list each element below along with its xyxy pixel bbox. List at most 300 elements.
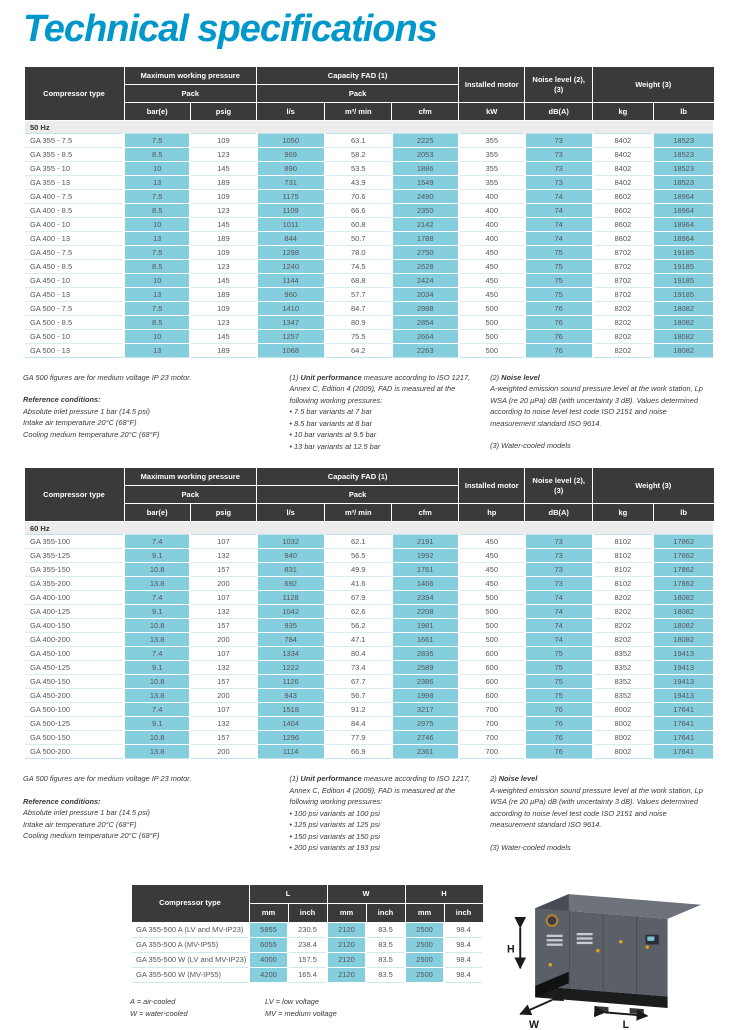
cell: 80.9 bbox=[325, 316, 392, 330]
note-ref-line: Intake air temperature 20°C (68°F) bbox=[23, 418, 137, 428]
cell: 2120 bbox=[327, 952, 366, 967]
cell: 7.5 bbox=[124, 134, 190, 148]
cell: 8602 bbox=[593, 232, 654, 246]
notes-left bbox=[23, 372, 289, 452]
table-row bbox=[24, 148, 714, 162]
cell: 4200 bbox=[249, 967, 288, 982]
col-pack: Pack bbox=[124, 85, 256, 103]
cell: 1992 bbox=[392, 549, 459, 563]
cell: 1296 bbox=[257, 731, 325, 745]
unit-motor: kW bbox=[459, 103, 525, 121]
cell: 200 bbox=[190, 689, 256, 703]
col-max-pressure: Maximum working pressure bbox=[124, 67, 256, 85]
unit-kg: kg bbox=[593, 103, 654, 121]
cell: 700 bbox=[459, 731, 525, 745]
cell: 500 bbox=[459, 605, 525, 619]
notes-right bbox=[490, 372, 715, 452]
dimensions-section bbox=[130, 884, 738, 1030]
cell: 10 bbox=[124, 330, 190, 344]
row-label: GA 450-150 bbox=[24, 675, 124, 689]
table-row bbox=[24, 260, 714, 274]
cell: 13 bbox=[124, 288, 190, 302]
table-row bbox=[24, 591, 714, 605]
cell: 450 bbox=[459, 535, 525, 549]
fan-port bbox=[547, 915, 558, 926]
legend-water-cooled: W = water-cooled bbox=[130, 1009, 188, 1019]
cell: 2975 bbox=[392, 717, 459, 731]
cell: 960 bbox=[257, 288, 325, 302]
cell: 18964 bbox=[653, 218, 714, 232]
cell: 2386 bbox=[392, 675, 459, 689]
dimensions-body bbox=[131, 922, 483, 982]
cell: 8002 bbox=[593, 703, 654, 717]
notes-60hz bbox=[23, 773, 715, 853]
cell: 935 bbox=[257, 619, 325, 633]
cell: 56.2 bbox=[325, 619, 392, 633]
section-label: 50 Hz bbox=[24, 121, 714, 134]
cell: 500 bbox=[459, 591, 525, 605]
cell: 19413 bbox=[653, 689, 714, 703]
cell: 132 bbox=[190, 661, 256, 675]
unit-motor: hp bbox=[459, 504, 525, 522]
cell: 400 bbox=[459, 232, 525, 246]
cell: 49.9 bbox=[325, 563, 392, 577]
unit-cfm: cfm bbox=[392, 504, 459, 522]
cell: 18082 bbox=[653, 316, 714, 330]
cell: 1126 bbox=[257, 675, 325, 689]
cell: 2835 bbox=[392, 647, 459, 661]
cell: 73 bbox=[525, 577, 593, 591]
row-label: GA 450 - 10 bbox=[24, 274, 124, 288]
cell: 1518 bbox=[257, 703, 325, 717]
cell: 2988 bbox=[392, 302, 459, 316]
cell: 17862 bbox=[653, 535, 714, 549]
note-ref-line: Absolute inlet pressure 1 bar (14.5 psi) bbox=[23, 406, 150, 416]
cell: 2500 bbox=[405, 967, 444, 982]
cell: 76 bbox=[525, 344, 593, 358]
notes-right bbox=[490, 773, 715, 853]
cell: 73 bbox=[525, 535, 593, 549]
cell: 943 bbox=[257, 689, 325, 703]
cell: 8202 bbox=[593, 302, 654, 316]
note-ref-line: Intake air temperature 20°C (68°F) bbox=[23, 819, 137, 829]
cell: 2394 bbox=[392, 591, 459, 605]
cell: 189 bbox=[190, 232, 256, 246]
cell: 107 bbox=[190, 535, 256, 549]
row-label: GA 500-100 bbox=[24, 703, 124, 717]
cell: 17641 bbox=[653, 745, 714, 759]
cell: 123 bbox=[190, 316, 256, 330]
cell: 230.5 bbox=[288, 922, 327, 937]
row-label: GA 500-125 bbox=[24, 717, 124, 731]
cell: 83.5 bbox=[366, 937, 405, 952]
cell: 75 bbox=[525, 661, 593, 675]
cell: 67.7 bbox=[325, 675, 392, 689]
cell: 18523 bbox=[653, 134, 714, 148]
cell: 84.7 bbox=[325, 302, 392, 316]
row-label: GA 500 - 10 bbox=[24, 330, 124, 344]
cell: 18082 bbox=[653, 344, 714, 358]
cell: 8352 bbox=[593, 689, 654, 703]
cell: 8702 bbox=[593, 246, 654, 260]
note-bullet: • 125 psi variants at 125 psi bbox=[289, 820, 380, 830]
cell: 8102 bbox=[593, 535, 654, 549]
cell: 75 bbox=[525, 246, 593, 260]
cell: 2361 bbox=[392, 745, 459, 759]
cell: 1050 bbox=[257, 134, 325, 148]
cell: 74 bbox=[525, 633, 593, 647]
table-row bbox=[131, 952, 483, 967]
legend bbox=[130, 996, 484, 1021]
table-row bbox=[24, 661, 714, 675]
cell: 355 bbox=[459, 148, 525, 162]
table-row bbox=[24, 288, 714, 302]
cell: 18082 bbox=[653, 330, 714, 344]
cell: 450 bbox=[459, 246, 525, 260]
cell: 8202 bbox=[593, 344, 654, 358]
unit-mm: mm bbox=[405, 903, 444, 922]
unit-bar: bar(e) bbox=[124, 103, 190, 121]
row-label: GA 400 - 8.5 bbox=[24, 204, 124, 218]
cell: 2120 bbox=[327, 967, 366, 982]
cell: 13.8 bbox=[124, 745, 190, 759]
unit-mm: mm bbox=[327, 903, 366, 922]
cell: 74 bbox=[525, 605, 593, 619]
cell: 123 bbox=[190, 260, 256, 274]
unit-bar: bar(e) bbox=[124, 504, 190, 522]
cell: 8202 bbox=[593, 633, 654, 647]
notes-middle bbox=[289, 372, 490, 452]
cell: 500 bbox=[459, 633, 525, 647]
cell: 10 bbox=[124, 162, 190, 176]
cell: 940 bbox=[257, 549, 325, 563]
cell: 50.7 bbox=[325, 232, 392, 246]
unit-dba: dB(A) bbox=[525, 103, 593, 121]
cell: 56.5 bbox=[325, 549, 392, 563]
cell: 13 bbox=[124, 344, 190, 358]
cell: 17641 bbox=[653, 717, 714, 731]
cell: 18082 bbox=[653, 591, 714, 605]
unit-psig: psig bbox=[190, 103, 256, 121]
cell: 68.8 bbox=[325, 274, 392, 288]
forklift-slot bbox=[630, 1008, 644, 1014]
cell: 75 bbox=[525, 647, 593, 661]
cell: 63.1 bbox=[325, 134, 392, 148]
cell: 1175 bbox=[257, 190, 325, 204]
row-label: GA 355-500 W (LV and MV-IP23) bbox=[131, 952, 249, 967]
cell: 74 bbox=[525, 218, 593, 232]
cell: 1222 bbox=[257, 661, 325, 675]
note-noise-body: A-weighted emission sound pressure level at the work station, Lp WSA (re 20 µPa) dB (with uncertainty 3 dB). Values determined according to noise level test code ISO 2151 and noise measurement standard ISO 9614. bbox=[490, 785, 703, 830]
cell: 75 bbox=[525, 288, 593, 302]
row-label: GA 355-200 bbox=[24, 577, 124, 591]
cell: 8.5 bbox=[124, 148, 190, 162]
note-ref-line: Cooling medium temperature 20°C (68°F) bbox=[23, 429, 160, 439]
cell: 145 bbox=[190, 274, 256, 288]
cell: 73 bbox=[525, 549, 593, 563]
cell: 8102 bbox=[593, 549, 654, 563]
cell: 74 bbox=[525, 204, 593, 218]
cell: 10.8 bbox=[124, 619, 190, 633]
cell: 76 bbox=[525, 717, 593, 731]
cell: 1042 bbox=[257, 605, 325, 619]
row-label: GA 355-150 bbox=[24, 563, 124, 577]
cell: 123 bbox=[190, 204, 256, 218]
cell: 73 bbox=[525, 148, 593, 162]
col-noise-level: Noise level (2), (3) bbox=[525, 468, 593, 504]
cell: 8202 bbox=[593, 316, 654, 330]
cell: 1998 bbox=[392, 689, 459, 703]
note-ref-line: Cooling medium temperature 20°C (68°F) bbox=[23, 831, 160, 841]
cell: 66.9 bbox=[325, 745, 392, 759]
unit-psig: psig bbox=[190, 504, 256, 522]
unit-inch: inch bbox=[444, 903, 483, 922]
cell: 1032 bbox=[257, 535, 325, 549]
cell: 7.4 bbox=[124, 591, 190, 605]
cell: 8352 bbox=[593, 647, 654, 661]
cell: 10.8 bbox=[124, 675, 190, 689]
cell: 1761 bbox=[392, 563, 459, 577]
row-label: GA 355-125 bbox=[24, 549, 124, 563]
col-weight: Weight (3) bbox=[593, 468, 715, 504]
unit-mm: mm bbox=[249, 903, 288, 922]
cell: 132 bbox=[190, 717, 256, 731]
note-ref-heading: Reference conditions: bbox=[23, 796, 101, 806]
cell: 19413 bbox=[653, 661, 714, 675]
notes-middle bbox=[289, 773, 490, 853]
l-arrow-icon bbox=[605, 1012, 647, 1030]
cell: 107 bbox=[190, 647, 256, 661]
cell: 13 bbox=[124, 232, 190, 246]
cell: 1144 bbox=[257, 274, 325, 288]
cell: 76 bbox=[525, 302, 593, 316]
cell: 10.8 bbox=[124, 731, 190, 745]
cell: 189 bbox=[190, 176, 256, 190]
cell: 2208 bbox=[392, 605, 459, 619]
cell: 18964 bbox=[653, 190, 714, 204]
row-label: GA 355-500 A (LV and MV-IP23) bbox=[131, 922, 249, 937]
cell: 8402 bbox=[593, 176, 654, 190]
cell: 2142 bbox=[392, 218, 459, 232]
cell: 2628 bbox=[392, 260, 459, 274]
cell: 500 bbox=[459, 344, 525, 358]
table-row bbox=[131, 967, 483, 982]
cell: 7.4 bbox=[124, 535, 190, 549]
col-length: L bbox=[249, 884, 327, 903]
col-width: W bbox=[327, 884, 405, 903]
cell: 1466 bbox=[392, 577, 459, 591]
section-row bbox=[24, 121, 714, 134]
cell: 18082 bbox=[653, 633, 714, 647]
note-bullet: • 10 bar variants at 9.5 bar bbox=[289, 430, 377, 440]
cell: 700 bbox=[459, 745, 525, 759]
cell: 18082 bbox=[653, 619, 714, 633]
table-row bbox=[24, 633, 714, 647]
cell: 600 bbox=[459, 689, 525, 703]
cell: 83.5 bbox=[366, 922, 405, 937]
cell: 1886 bbox=[392, 162, 459, 176]
row-label: GA 400 - 7.5 bbox=[24, 190, 124, 204]
cell: 157 bbox=[190, 675, 256, 689]
cell: 1257 bbox=[257, 330, 325, 344]
cell: 17862 bbox=[653, 563, 714, 577]
row-label: GA 355 - 10 bbox=[24, 162, 124, 176]
cell: 2854 bbox=[392, 316, 459, 330]
col-weight: Weight (3) bbox=[593, 67, 715, 103]
cell: 8602 bbox=[593, 190, 654, 204]
dimensions-block bbox=[130, 884, 484, 1021]
cell: 2120 bbox=[327, 937, 366, 952]
note-ref-heading: Reference conditions: bbox=[23, 395, 101, 405]
cell: 355 bbox=[459, 176, 525, 190]
cell: 19185 bbox=[653, 288, 714, 302]
cell: 74 bbox=[525, 232, 593, 246]
cell: 19413 bbox=[653, 675, 714, 689]
h-arrow-icon bbox=[507, 927, 520, 968]
cell: 2490 bbox=[392, 190, 459, 204]
section-label: 60 Hz bbox=[24, 522, 714, 535]
col-height: H bbox=[405, 884, 483, 903]
cell: 62.6 bbox=[325, 605, 392, 619]
cell: 2263 bbox=[392, 344, 459, 358]
table-row bbox=[24, 204, 714, 218]
cell: 4000 bbox=[249, 952, 288, 967]
cell: 2350 bbox=[392, 204, 459, 218]
note-bullet: • 8.5 bar variants at 8 bar bbox=[289, 418, 373, 428]
document-page bbox=[0, 8, 738, 1030]
table-row bbox=[24, 647, 714, 661]
cell: 1788 bbox=[392, 232, 459, 246]
table-row bbox=[24, 717, 714, 731]
cell: 132 bbox=[190, 549, 256, 563]
cell: 8.5 bbox=[124, 260, 190, 274]
cell: 1068 bbox=[257, 344, 325, 358]
table-row bbox=[24, 675, 714, 689]
cell: 2500 bbox=[405, 952, 444, 967]
cell: 73 bbox=[525, 162, 593, 176]
cell: 75 bbox=[525, 675, 593, 689]
cell: 7.4 bbox=[124, 703, 190, 717]
cell: 76 bbox=[525, 731, 593, 745]
cell: 2664 bbox=[392, 330, 459, 344]
table-row bbox=[24, 302, 714, 316]
cell: 74 bbox=[525, 619, 593, 633]
row-label: GA 355 - 13 bbox=[24, 176, 124, 190]
unit-kg: kg bbox=[593, 504, 654, 522]
row-label: GA 400 - 10 bbox=[24, 218, 124, 232]
cell: 450 bbox=[459, 563, 525, 577]
note-noise-heading: (2) Noise level bbox=[490, 373, 540, 382]
cell: 1011 bbox=[257, 218, 325, 232]
cell: 18082 bbox=[653, 302, 714, 316]
row-label: GA 355-500 W (MV-IP55) bbox=[131, 967, 249, 982]
col-pack: Pack bbox=[257, 486, 459, 504]
unit-m3min: m³/ min bbox=[325, 504, 392, 522]
cell: 1981 bbox=[392, 619, 459, 633]
table-row bbox=[131, 937, 483, 952]
table-row bbox=[24, 563, 714, 577]
cell: 17862 bbox=[653, 577, 714, 591]
cell: 62.1 bbox=[325, 535, 392, 549]
row-label: GA 450 - 7.5 bbox=[24, 246, 124, 260]
cell: 10.8 bbox=[124, 563, 190, 577]
col-capacity-fad: Capacity FAD (1) bbox=[257, 468, 459, 486]
unit-lb: lb bbox=[653, 103, 714, 121]
cell: 145 bbox=[190, 330, 256, 344]
table-body-60hz bbox=[24, 535, 714, 759]
notes-left bbox=[23, 773, 289, 853]
cell: 132 bbox=[190, 605, 256, 619]
note-unit-performance: (1) Unit performance measure according to ISO 1217, Annex C, Edition 4 (2009), FAD is measured at the following working pressures: bbox=[289, 373, 471, 405]
cell: 600 bbox=[459, 661, 525, 675]
cell: 2424 bbox=[392, 274, 459, 288]
cell: 75 bbox=[525, 689, 593, 703]
cell: 2191 bbox=[392, 535, 459, 549]
cell: 400 bbox=[459, 204, 525, 218]
cell: 73 bbox=[525, 176, 593, 190]
cell: 500 bbox=[459, 316, 525, 330]
unit-lb: lb bbox=[653, 504, 714, 522]
note-noise-heading: 2) Noise level bbox=[490, 774, 538, 784]
cell: 2746 bbox=[392, 731, 459, 745]
cell: 10 bbox=[124, 274, 190, 288]
cell: 2750 bbox=[392, 246, 459, 260]
table-row bbox=[24, 745, 714, 759]
col-noise-level: Noise level (2), (3) bbox=[525, 67, 593, 103]
cell: 19185 bbox=[653, 260, 714, 274]
cell: 450 bbox=[459, 549, 525, 563]
row-label: GA 355 - 7.5 bbox=[24, 134, 124, 148]
table-row bbox=[24, 232, 714, 246]
cell: 60.8 bbox=[325, 218, 392, 232]
w-arrow-icon bbox=[520, 1000, 552, 1030]
controller-screen bbox=[647, 936, 654, 940]
cell: 7.5 bbox=[124, 190, 190, 204]
cell: 109 bbox=[190, 190, 256, 204]
cell: 18082 bbox=[653, 605, 714, 619]
cell: 450 bbox=[459, 274, 525, 288]
cell: 19185 bbox=[653, 246, 714, 260]
cell: 3217 bbox=[392, 703, 459, 717]
cell: 890 bbox=[257, 162, 325, 176]
row-label: GA 500 - 7.5 bbox=[24, 302, 124, 316]
unit-m3min: m³/ min bbox=[325, 103, 392, 121]
table-row bbox=[24, 316, 714, 330]
cell: 450 bbox=[459, 577, 525, 591]
unit-inch: inch bbox=[366, 903, 405, 922]
cell: 1114 bbox=[257, 745, 325, 759]
cell: 2034 bbox=[392, 288, 459, 302]
note-water-cooled: (3) Water-cooled models bbox=[490, 441, 571, 451]
cell: 1240 bbox=[257, 260, 325, 274]
cell: 84.4 bbox=[325, 717, 392, 731]
cell: 8002 bbox=[593, 745, 654, 759]
note-bullet: • 7.5 bar variants at 7 bar bbox=[289, 407, 373, 417]
cell: 9.1 bbox=[124, 717, 190, 731]
cell: 74 bbox=[525, 190, 593, 204]
cell: 74 bbox=[525, 591, 593, 605]
note-bullet: • 13 bar variants at 12.5 bar bbox=[289, 441, 381, 451]
cell: 500 bbox=[459, 619, 525, 633]
cell: 41.6 bbox=[325, 577, 392, 591]
cell: 8352 bbox=[593, 661, 654, 675]
table-row bbox=[131, 922, 483, 937]
cell: 844 bbox=[257, 232, 325, 246]
cell: 2500 bbox=[405, 922, 444, 937]
cell: 8702 bbox=[593, 288, 654, 302]
cell: 238.4 bbox=[288, 937, 327, 952]
cell: 9.1 bbox=[124, 549, 190, 563]
